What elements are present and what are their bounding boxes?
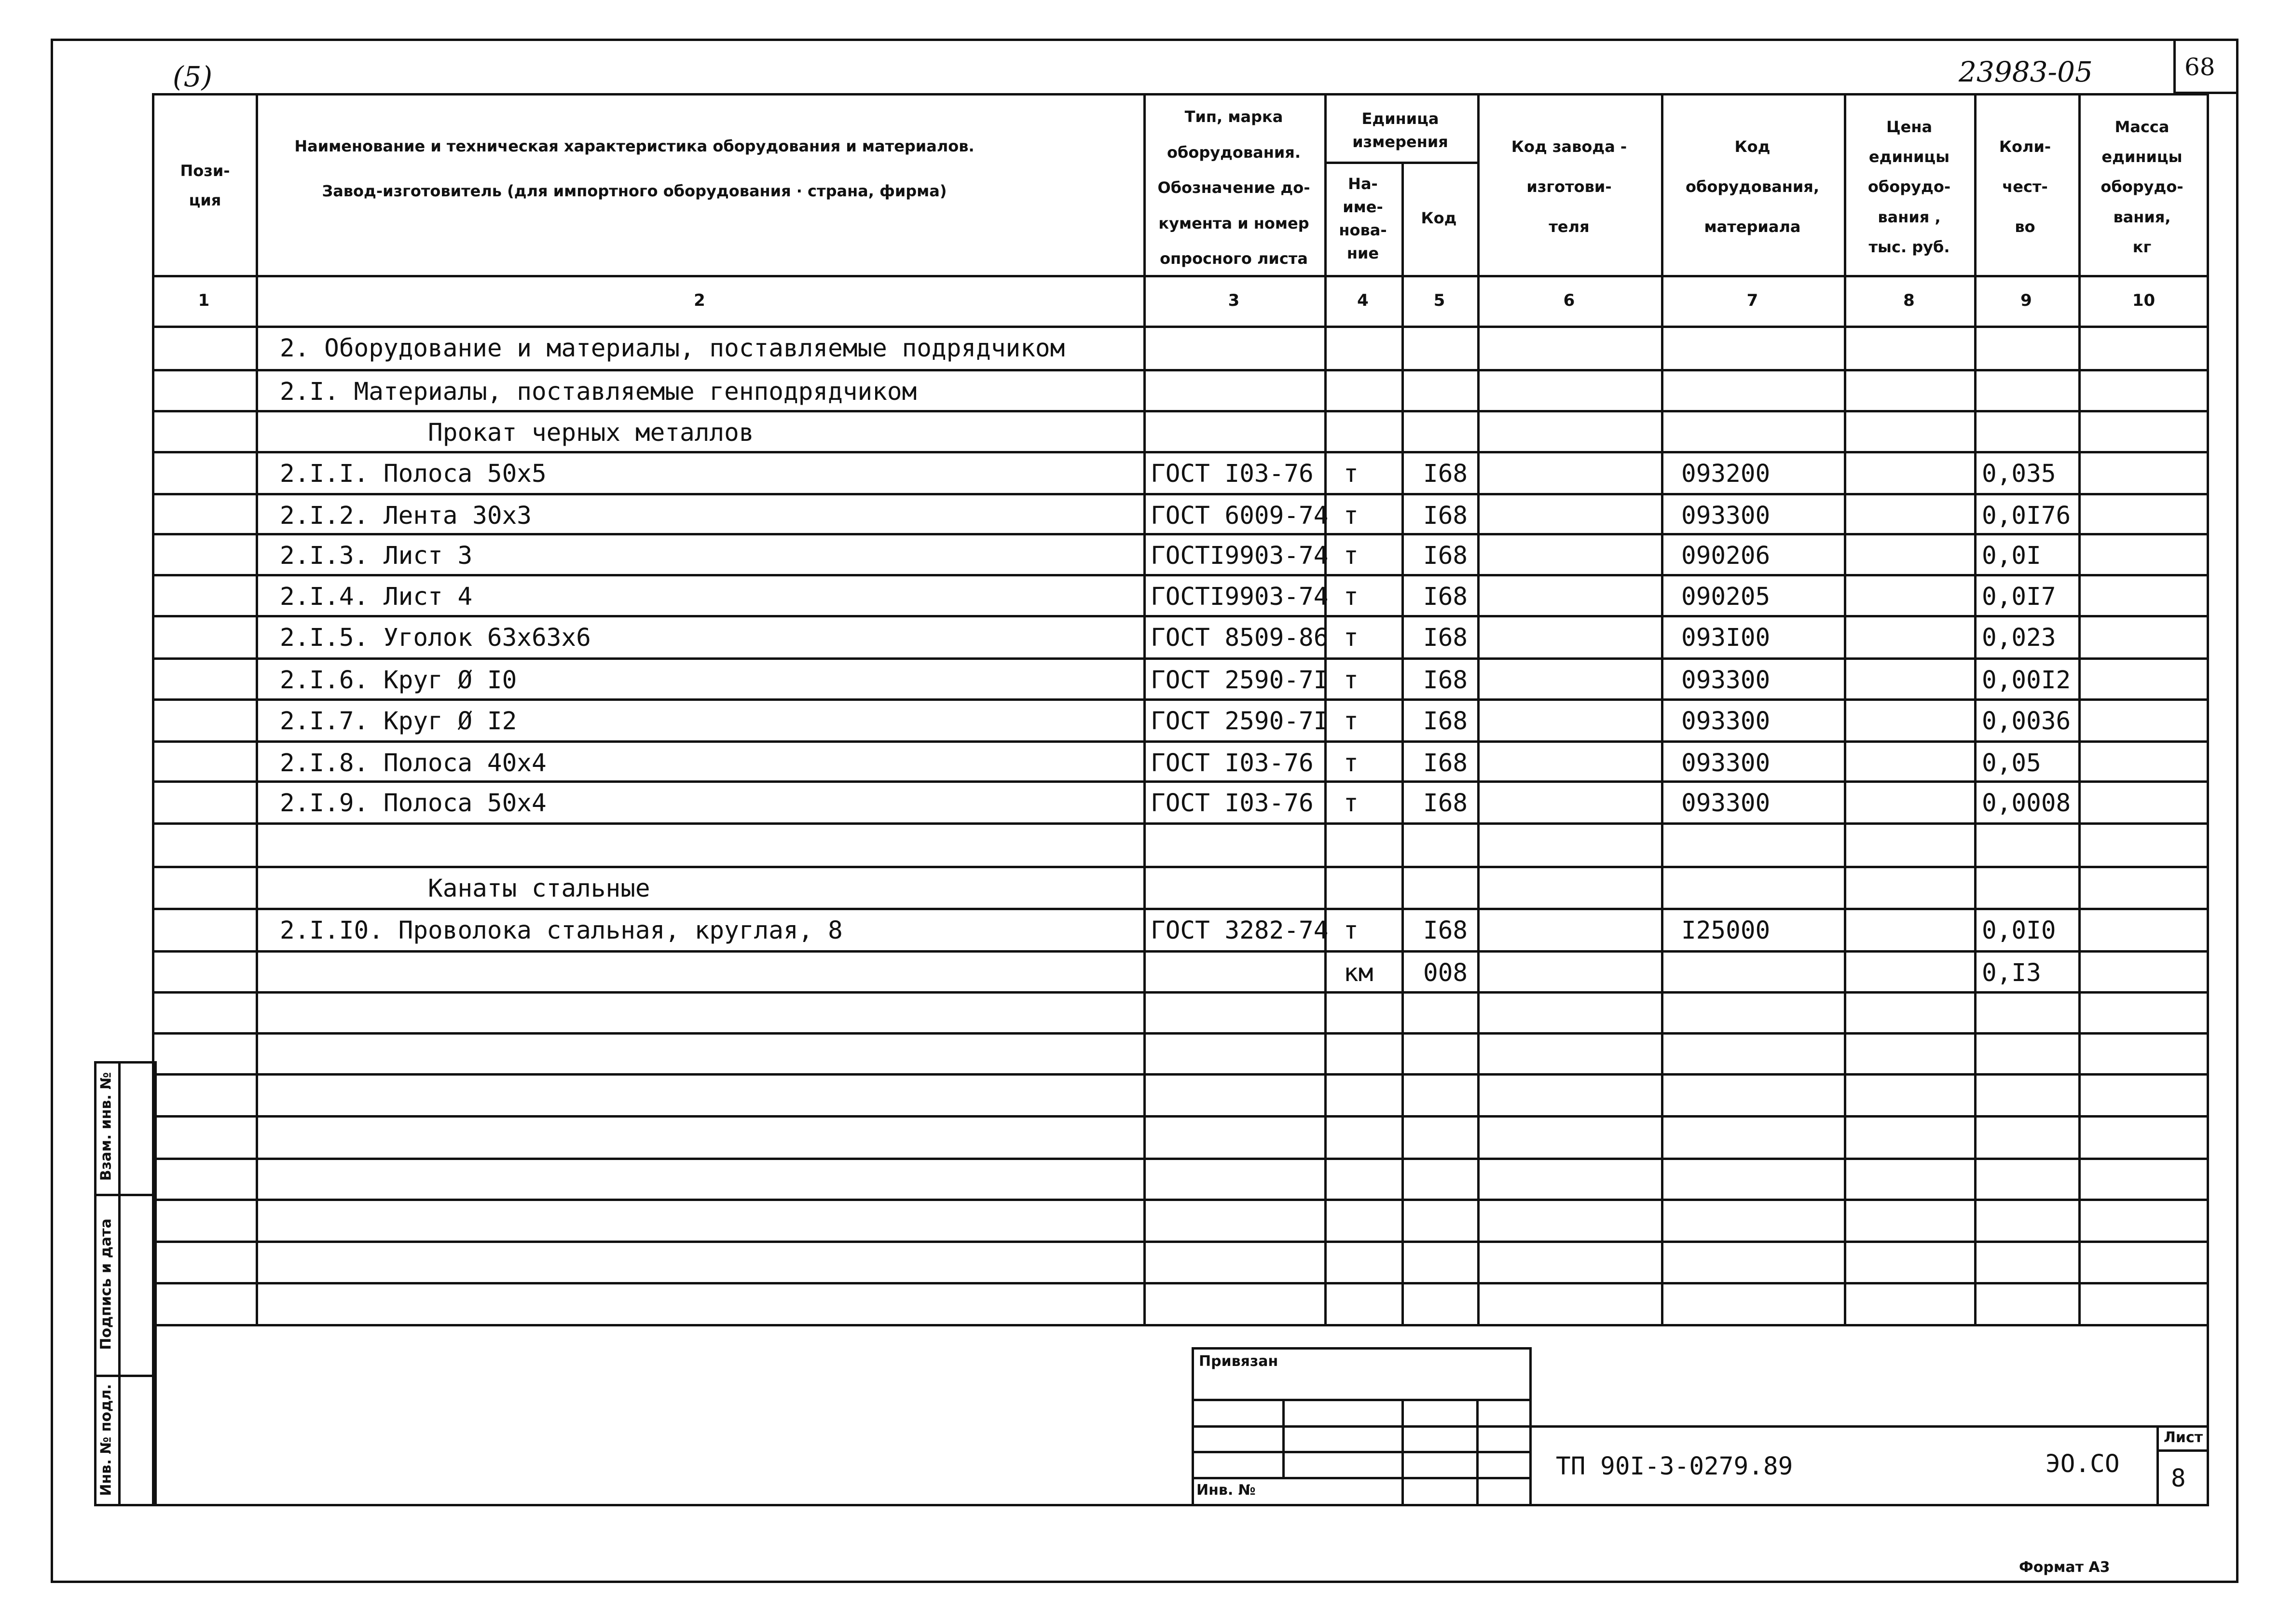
item-document: ГОСТ 8509-86 [1151, 624, 1329, 652]
row-line-11 [152, 780, 2209, 783]
item-document: ГОСТ I03-76 [1151, 460, 1314, 488]
item-document: ГОСТ 2590-7I [1151, 666, 1329, 695]
item-unit-code: 008 [1423, 959, 1468, 987]
item-name: 2.I.6. Круг Ø I0 [280, 666, 517, 695]
side-label-replace-inv: Взам. инв. № [97, 1072, 115, 1181]
unit-subheader-line [1324, 162, 1477, 164]
item-unit-code: I68 [1423, 749, 1468, 778]
column-number: 4 [1357, 291, 1369, 310]
header-quantity: Коли- чест- во [1999, 137, 2051, 236]
stamp-line-4 [1192, 1477, 1532, 1479]
item-document: ГОСТ 3282-74 [1151, 916, 1329, 945]
item-unit: т [1344, 749, 1359, 778]
item-name: 2.I. Материалы, поставляемые генподрядчиком [280, 378, 917, 406]
sheet-value: 8 [2171, 1464, 2186, 1493]
row-line-22 [152, 1241, 2209, 1243]
item-document: ГОСТ I03-76 [1151, 749, 1314, 778]
header-factory-code: Код завода - изготови- теля [1511, 137, 1627, 236]
row-line-12 [152, 822, 2209, 825]
item-unit-code: I68 [1423, 666, 1468, 695]
item-name: 2.I.7. Круг Ø I2 [280, 707, 517, 736]
item-document: ГОСТ I03-76 [1151, 789, 1314, 818]
item-document: ГОСТ 2590-7I [1151, 707, 1329, 736]
side-divider-v [118, 1061, 121, 1506]
stamp-col-1 [1282, 1399, 1285, 1477]
item-material-code: 093300 [1681, 666, 1771, 695]
item-document: ГОСТI9903-74 [1151, 583, 1329, 611]
item-unit-code: I68 [1423, 789, 1468, 818]
format-label: Формат А3 [2019, 1559, 2110, 1576]
document-section: ЭО.СО [2046, 1450, 2120, 1478]
stamp-line-1 [1192, 1399, 1532, 1401]
item-material-code: 093300 [1681, 502, 1771, 530]
item-name: 2.I.5. Уголок 63х63х6 [280, 624, 591, 652]
item-document: ГОСТI9903-74 [1151, 542, 1329, 570]
item-quantity: 0,0I7 [1982, 583, 2056, 611]
item-unit-code: I68 [1423, 624, 1468, 652]
item-unit-code: I68 [1423, 542, 1468, 570]
stamp-col-2 [1401, 1399, 1404, 1506]
column-number: 8 [1903, 291, 1915, 310]
item-quantity: 0,0008 [1982, 789, 2071, 818]
item-material-code: 093200 [1681, 460, 1771, 488]
stamp-line-2 [1192, 1425, 1532, 1428]
column-number: 6 [1563, 291, 1575, 310]
row-line-16 [152, 991, 2209, 994]
item-quantity: 0,0036 [1982, 707, 2071, 736]
item-unit: т [1344, 542, 1359, 570]
item-name: Прокат черных металлов [280, 419, 754, 447]
column-number: 7 [1746, 291, 1758, 310]
header-unit-code: Код [1421, 209, 1457, 228]
item-name: 2.I.I. Полоса 50х5 [280, 460, 547, 488]
stamp-col-3 [1476, 1399, 1479, 1506]
item-material-code: 093I00 [1681, 624, 1771, 652]
item-quantity: 0,0I76 [1982, 502, 2071, 530]
title-block-top [1532, 1425, 2209, 1428]
item-quantity: 0,00I2 [1982, 666, 2071, 695]
item-quantity: 0,05 [1982, 749, 2041, 778]
row-line-3 [152, 451, 2209, 453]
item-unit-code: I68 [1423, 502, 1468, 530]
item-unit: т [1344, 583, 1359, 611]
item-quantity: 0,0I0 [1982, 916, 2056, 945]
page-number: 68 [2184, 53, 2215, 81]
item-quantity: 0,023 [1982, 624, 2056, 652]
row-line-19 [152, 1115, 2209, 1118]
item-unit: т [1344, 666, 1359, 695]
row-line-15 [152, 950, 2209, 953]
column-line-7 [1844, 93, 1846, 1324]
item-name: 2.I.I0. Проволока стальная, круглая, 8 [280, 916, 843, 945]
item-name: 2.I.4. Лист 4 [280, 583, 473, 611]
row-line-5 [152, 533, 2209, 535]
sheet-label: Лист [2164, 1429, 2203, 1446]
row-line-8 [152, 657, 2209, 660]
item-unit: т [1344, 916, 1359, 945]
column-number: 2 [694, 291, 705, 310]
column-number: 5 [1433, 291, 1445, 310]
item-unit: т [1344, 502, 1359, 530]
header-name: Наименование и техническая характеристика оборудования и материалов. Завод-изготовитель (для импортного оборудования · страна, фирма) [294, 137, 975, 200]
item-unit: т [1344, 624, 1359, 652]
sheet-box-divider [2156, 1449, 2209, 1452]
side-label-original-inv: Инв. № подл. [97, 1384, 115, 1496]
item-name: 2.I.2. Лента 30х3 [280, 502, 532, 530]
stamp-inv-label: Инв. № [1196, 1482, 1256, 1499]
item-unit-code: I68 [1423, 916, 1468, 945]
row-line-13 [152, 866, 2209, 868]
column-line-5 [1477, 93, 1480, 1324]
column-line-1 [256, 93, 258, 1324]
row-line-18 [152, 1073, 2209, 1076]
item-material-code: 090205 [1681, 583, 1771, 611]
column-line-4 [1401, 162, 1404, 1324]
column-line-3 [1324, 93, 1327, 1324]
column-number: 10 [2132, 291, 2155, 310]
table-bottom-line [152, 1324, 2209, 1326]
item-unit: км [1344, 959, 1373, 987]
item-unit: т [1344, 707, 1359, 736]
binding-label: Привязан [1199, 1353, 1278, 1370]
item-unit: т [1344, 460, 1359, 488]
item-unit-code: I68 [1423, 460, 1468, 488]
form-number: (5) [173, 60, 213, 93]
column-number: 9 [2020, 291, 2032, 310]
side-label-signature-date: Подпись и дата [97, 1218, 115, 1350]
item-name: Канаты стальные [280, 874, 650, 903]
item-material-code: 093300 [1681, 789, 1771, 818]
row-line-14 [152, 908, 2209, 910]
column-line-8 [1974, 93, 1977, 1324]
row-line-9 [152, 698, 2209, 701]
row-line-6 [152, 574, 2209, 576]
item-unit-code: I68 [1423, 583, 1468, 611]
column-line-9 [2078, 93, 2081, 1324]
row-line-10 [152, 740, 2209, 743]
column-number: 1 [198, 291, 210, 310]
item-quantity: 0,035 [1982, 460, 2056, 488]
item-document: ГОСТ 6009-74 [1151, 502, 1329, 530]
header-material-code: Код оборудования, материала [1686, 137, 1819, 236]
header-bottom-line [152, 275, 2209, 277]
item-name: 2.I.8. Полоса 40х4 [280, 749, 547, 778]
document-code: 23983-05 [1959, 55, 2093, 88]
row-line-23 [152, 1282, 2209, 1284]
header-mass: Масса единицы оборудо- вания, кг [2101, 117, 2183, 257]
item-material-code: 090206 [1681, 542, 1771, 570]
item-name: 2.I.9. Полоса 50х4 [280, 789, 547, 818]
item-material-code: 093300 [1681, 707, 1771, 736]
header-unit-name: На- име- нова- ние [1339, 174, 1387, 262]
column-line-2 [1143, 93, 1146, 1324]
item-material-code: 093300 [1681, 749, 1771, 778]
item-name: 2. Оборудование и материалы, поставляемые подрядчиком [280, 334, 1065, 363]
item-quantity: 0,I3 [1982, 959, 2041, 987]
item-name: 2.I.3. Лист 3 [280, 542, 473, 570]
item-quantity: 0,0I [1982, 542, 2041, 570]
row-line-20 [152, 1158, 2209, 1160]
column-line-6 [1661, 93, 1663, 1324]
row-line-17 [152, 1032, 2209, 1035]
column-numbers-bottom-line [152, 326, 2209, 328]
row-line-2 [152, 410, 2209, 412]
column-number: 3 [1228, 291, 1240, 310]
row-line-4 [152, 493, 2209, 495]
header-price: Цена единицы оборудо- вания , тыс. руб. [1867, 117, 1951, 257]
stamp-line-3 [1192, 1451, 1532, 1453]
document-designation: ТП 90I-3-0279.89 [1556, 1452, 1793, 1481]
row-line-21 [152, 1199, 2209, 1201]
item-material-code: I25000 [1681, 916, 1771, 945]
header-type: Тип, марка оборудования. Обозначение до- кумента и номер опросного листа [1157, 108, 1310, 268]
item-unit: т [1344, 789, 1359, 818]
header-unit-group: Единица измерения [1352, 109, 1448, 151]
header-position: Пози- ция [180, 162, 230, 209]
row-line-7 [152, 615, 2209, 617]
item-unit-code: I68 [1423, 707, 1468, 736]
row-line-1 [152, 369, 2209, 371]
